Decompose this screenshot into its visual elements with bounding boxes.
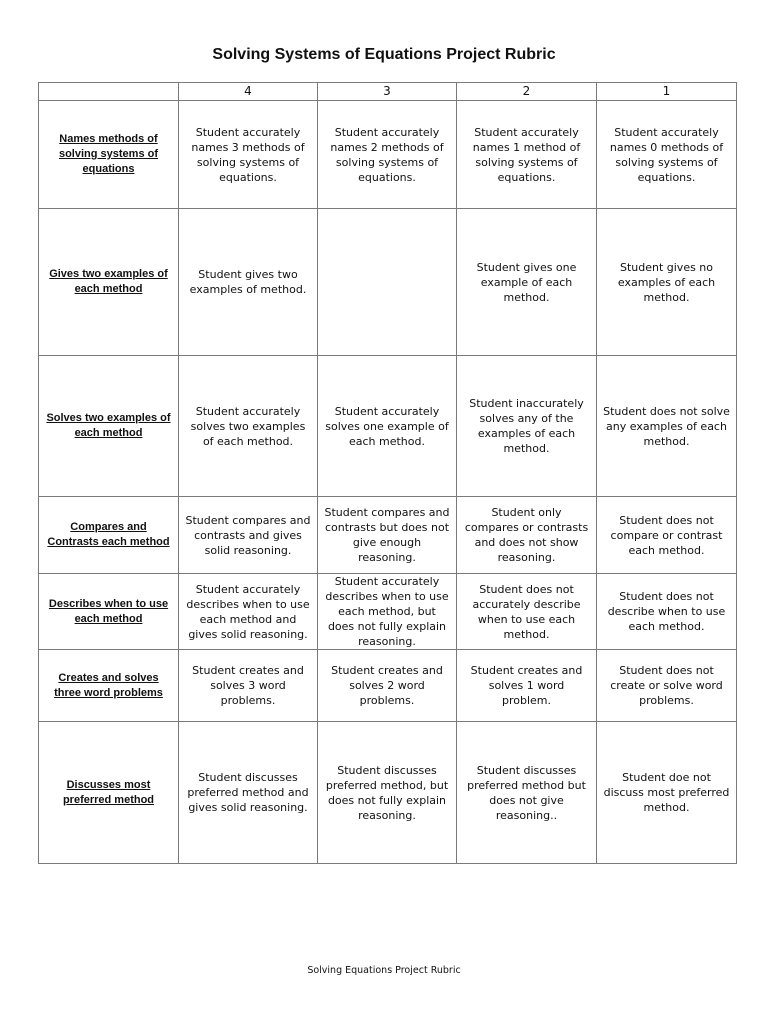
- table-row: [39, 574, 737, 650]
- criterion-label: Solves two examples of each method: [39, 356, 179, 497]
- rubric-cell: Student only compares or contrasts and does not show reasoning.: [457, 497, 597, 574]
- rubric-cell: Student does not solve any examples of each method.: [597, 356, 737, 497]
- rubric-cell: Student gives two examples of method.: [179, 209, 318, 356]
- criterion-label: Gives two examples of each method: [39, 209, 179, 356]
- table-row: [39, 101, 737, 209]
- page-footer: Solving Equations Project Rubric: [307, 965, 461, 976]
- table-row: [39, 722, 737, 864]
- table-row: [39, 209, 737, 356]
- rubric-cell: Student gives one example of each method.: [457, 209, 597, 356]
- table-row: [39, 497, 737, 574]
- rubric-cell: Student accurately describes when to use each method and gives solid reasoning.: [179, 574, 318, 650]
- criterion-label: Compares and Contrasts each method: [39, 497, 179, 574]
- rubric-cell: Student accurately names 3 methods of solving systems of equations.: [179, 101, 318, 209]
- criterion-label: Describes when to use each method: [39, 574, 179, 650]
- rubric-cell: Student compares and contrasts but does not give enough reasoning.: [318, 497, 457, 574]
- rubric-cell: Student compares and contrasts and gives solid reasoning.: [179, 497, 318, 574]
- header-cell-score-2: 2: [457, 83, 597, 101]
- rubric-cell: Student doe not discuss most preferred method.: [597, 722, 737, 864]
- rubric-cell: Student accurately describes when to use each method, but does not fully explain reasoning.: [318, 574, 457, 650]
- criterion-label: Names methods of solving systems of equations: [39, 101, 179, 209]
- rubric-cell: Student creates and solves 3 word problems.: [179, 650, 318, 722]
- page-title: Solving Systems of Equations Project Rubric: [212, 46, 556, 63]
- rubric-cell: Student gives no examples of each method.: [597, 209, 737, 356]
- rubric-cell: Student creates and solves 1 word problem.: [457, 650, 597, 722]
- rubric-cell: Student accurately names 1 method of solving systems of equations.: [457, 101, 597, 209]
- header-cell-score-4: 4: [179, 83, 318, 101]
- rubric-cell: Student accurately solves one example of each method.: [318, 356, 457, 497]
- rubric-cell: Student does not create or solve word problems.: [597, 650, 737, 722]
- rubric-cell: [318, 209, 457, 356]
- rubric-cell: Student does not compare or contrast each method.: [597, 497, 737, 574]
- rubric-cell: Student creates and solves 2 word problems.: [318, 650, 457, 722]
- rubric-cell: Student accurately solves two examples of each method.: [179, 356, 318, 497]
- rubric-cell: Student inaccurately solves any of the examples of each method.: [457, 356, 597, 497]
- header-cell-score-1: 1: [597, 83, 737, 101]
- criterion-label: Discusses most preferred method: [39, 722, 179, 864]
- header-cell-score-3: 3: [318, 83, 457, 101]
- rubric-cell: Student accurately names 0 methods of solving systems of equations.: [597, 101, 737, 209]
- rubric-cell: Student does not describe when to use each method.: [597, 574, 737, 650]
- rubric-cell: Student discusses preferred method, but does not fully explain reasoning.: [318, 722, 457, 864]
- header-cell-blank: [39, 83, 179, 101]
- criterion-label: Creates and solves three word problems: [39, 650, 179, 722]
- rubric-cell: Student discusses preferred method and gives solid reasoning.: [179, 722, 318, 864]
- rubric-cell: Student accurately names 2 methods of solving systems of equations.: [318, 101, 457, 209]
- table-row: [39, 650, 737, 722]
- table-header-row: [39, 83, 737, 101]
- rubric-cell: Student discusses preferred method but does not give reasoning..: [457, 722, 597, 864]
- rubric-table: [38, 82, 737, 864]
- table-row: [39, 356, 737, 497]
- rubric-cell: Student does not accurately describe when to use each method.: [457, 574, 597, 650]
